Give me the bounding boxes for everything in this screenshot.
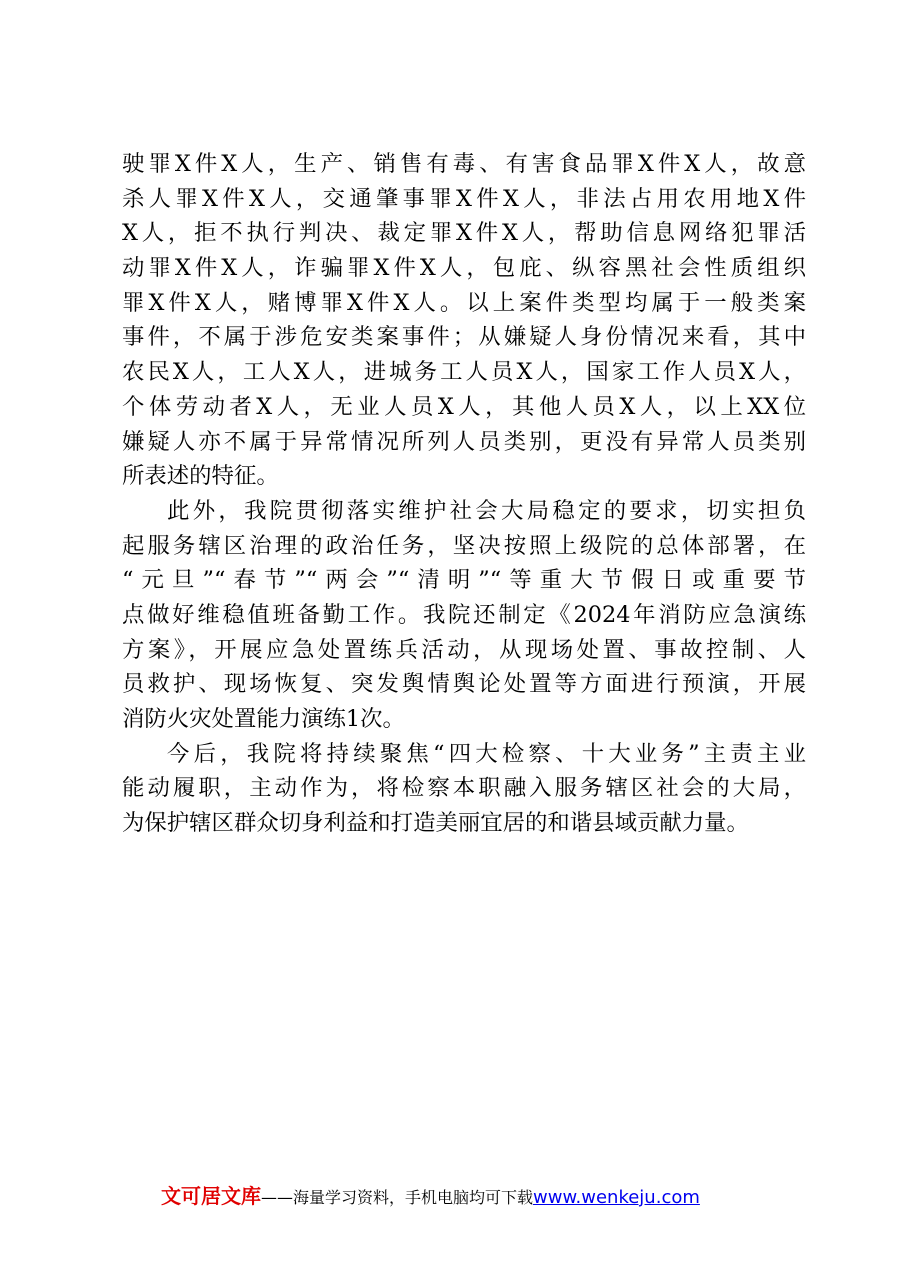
footer-dash: ——	[261, 1188, 293, 1207]
text-line: 动罪X件X人，诈骗罪X件X人，包庇、纵容黑社会性质组织	[122, 255, 806, 282]
text-line: 罪X件X人，赌博罪X件X人。以上案件类型均属于一般类案	[122, 289, 806, 316]
text-line: X人，拒不执行判决、裁定罪X件X人，帮助信息网络犯罪活	[122, 220, 806, 247]
paragraph-1	[122, 147, 806, 494]
footer-tagline: 海量学习资料，手机电脑均可下载	[293, 1188, 534, 1207]
text-line: 方案》，开展应急处置练兵活动，从现场处置、事故控制、人	[122, 636, 806, 663]
text-line: 农民X人，工人X人，进城务工人员X人，国家工作人员X人，	[122, 359, 806, 386]
text-line: 所表述的特征。	[122, 463, 279, 490]
paragraph-2	[122, 494, 806, 737]
text-line: 驶罪X件X人，生产、销售有毒、有害食品罪X件X人，故意	[122, 151, 806, 177]
text-line: 个体劳动者X人，无业人员X人，其他人员X人，以上XX位	[122, 393, 806, 420]
text-line: 为保护辖区群众切身利益和打造美丽宜居的和谐县域贡献力量。	[122, 810, 749, 837]
paragraph-3	[122, 737, 806, 841]
text-line: 嫌疑人亦不属于异常情况所列人员类别，更没有异常人员类别	[122, 428, 806, 455]
text-line: 消防火灾处置能力演练1次。	[122, 706, 405, 732]
text-line: 员救护、现场恢复、突发舆情舆论处置等方面进行预演，开展	[122, 671, 806, 698]
text-line: 今后，我院将持续聚焦“四大检察、十大业务”主责主业	[167, 740, 806, 767]
text-line: “元旦”“春节”“两会”“清明”“等重大节假日或重要节	[122, 567, 806, 594]
website-link[interactable]: www.wenkeju.com	[533, 1187, 700, 1208]
text-line: 事件，不属于涉危安类案事件；从嫌疑人身份情况来看，其中	[122, 324, 806, 351]
text-line: 此外，我院贯彻落实维护社会大局稳定的要求，切实担负	[167, 497, 806, 524]
footer-banner	[161, 1181, 781, 1211]
brand-name: 文可居文库	[161, 1184, 261, 1208]
text-line: 杀人罪X件X人，交通肇事罪X件X人，非法占用农用地X件	[122, 185, 806, 212]
text-line: 能动履职，主动作为，将检察本职融入服务辖区社会的大局，	[122, 775, 806, 802]
document-body	[122, 147, 806, 841]
text-line: 点做好维稳值班备勤工作。我院还制定《2024年消防应急演练	[122, 601, 806, 628]
text-line: 起服务辖区治理的政治任务，坚决按照上级院的总体部署，在	[122, 532, 806, 559]
